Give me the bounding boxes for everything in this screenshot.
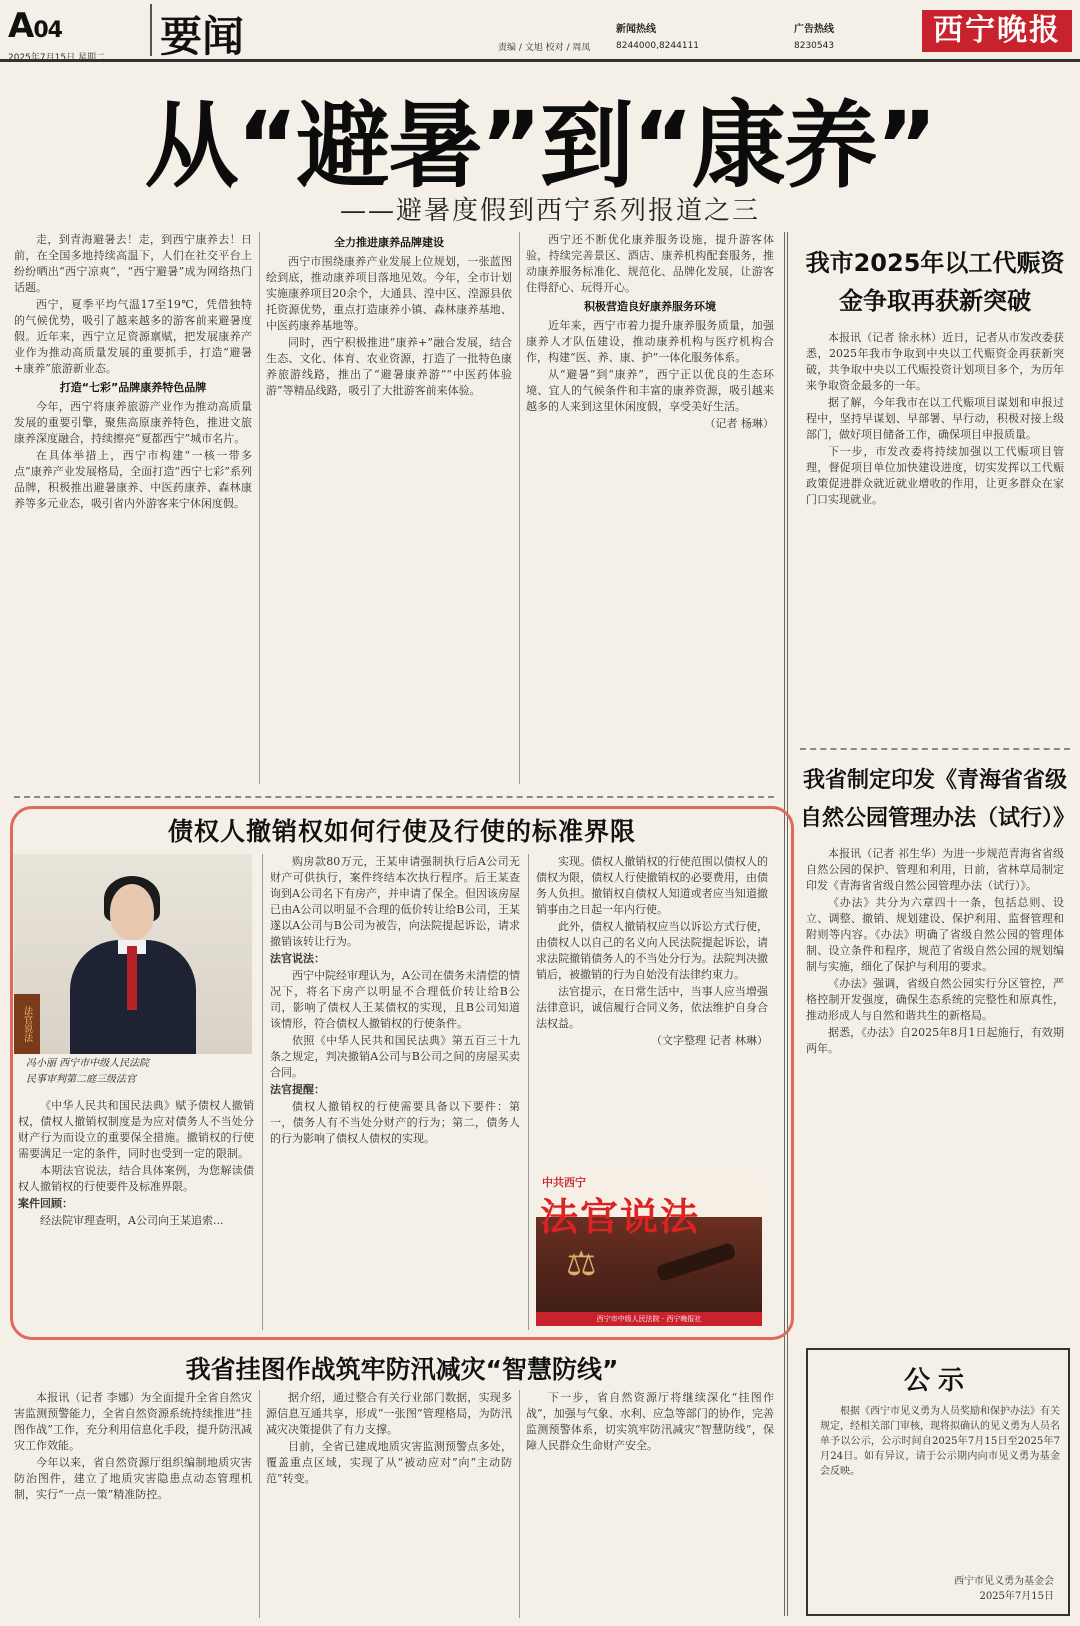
column-rule xyxy=(519,1390,520,1618)
main-story-subhead-1: 打造“七彩”品牌康养特色品牌 xyxy=(59,381,207,394)
side-story-1-body: 本报讯（记者 徐永林）近日，记者从市发改委获悉，2025年我市争取到中央以工代赈资金再获新突破，共争取中央以工代赈投资计划项目多个，为历年来争取资金最多的一年。 据了解，今年我市在以工代赈项目谋划和申报过程中，坚持早谋划、早部署、早行动，积极对接上级部门，做好项目储备工作，确保项目申报质量。 下一步，市发改委将持续加强以工代赈项目管理，督促项目单位加快建设进度，切实发挥以工代赈政策促进群众就近就业增收的作用，让更多群众在家门口实现就业。 xyxy=(806,331,1064,506)
gavel-icon xyxy=(655,1242,736,1282)
law-story-subhead: 法官提醒： xyxy=(270,1083,325,1096)
column-rule xyxy=(528,854,529,1330)
notice-signature: 西宁市见义勇为基金会 2025年7月15日 xyxy=(954,1576,1054,1602)
notice-title: 公示 xyxy=(903,1366,972,1396)
law-column-banner: 中共西宁 法官说法 ⚖ 西宁市中级人民法院 · 西宁晚报社 xyxy=(536,1170,762,1326)
main-story-column-2: 全力推进康养品牌建设 西宁市围绕康养产业发展上位规划，一张蓝图绘到底，推动康养项目落地见效。今年，全市计划实施康养项目20余个，大通县、湟中区、湟源县依托资源优势，重点打造康养小镇、森林康养基地、中医药康养基地等。 同时，西宁积极推进“康养+”融合发展，结合生态、文化、体育、农业资源，打造了一批特色康养旅游线路，推出了“避暑康养游”“中医药体验游”等精品线路，吸引了大批游客前来体验。 xyxy=(266,236,512,397)
column-rule xyxy=(262,854,263,1330)
law-story-title: 债权人撤销权如何行使及行使的标准界限 xyxy=(167,817,636,846)
side-story-2-title: 我省制定印发《青海省省级自然公园管理办法（试行）》 xyxy=(800,768,1076,831)
section-name: 要闻 xyxy=(160,12,245,61)
newspaper-logo: 西宁晚报 xyxy=(922,10,1072,52)
photo-caption: 冯小丽 西宁市中级人民法院 民事审判第二庭三级法官 xyxy=(26,1058,150,1085)
bottom-story-column-2: 据介绍，通过整合有关行业部门数据，实现多源信息互通共享，形成“一张图”管理格局，为防汛减灾决策提供了有力支撑。 目前，全省已建成地质灾害监测预警点多处，覆盖重点区域，实现了从“被动应对”向“主动防范”转变。 xyxy=(266,1391,512,1485)
law-story-subhead: 案件回顾： xyxy=(18,1197,73,1210)
scales-of-justice-icon: ⚖ xyxy=(566,1244,597,1284)
news-hotline: 新闻热线 8244000,8244111 xyxy=(616,24,700,51)
edition-date: 2025年7月15日 星期二 xyxy=(8,53,105,63)
main-story-column-3: 西宁还不断优化康养服务设施，提升游客体验，持续完善景区、酒店、康养机构配套服务，推动康养服务标准化、规范化、品牌化发展，让游客住得舒心、玩得开心。 积极营造良好康养服务环境 近年来，西宁市着力提升康养服务质量，加强康养人才队伍建设，推动康养机构与医疗机构合作，构建“医、养、康、护”一体化服务体系。 从“避暑”到“康养”，西宁正以优良的生态环境、宜人的气候条件和丰富的康养资源，吸引越来越多的人来到这里休闲度假，享受美好生活。 （记者 杨琳） xyxy=(526,233,774,430)
photo-badge: 法官说法 xyxy=(14,994,40,1054)
bottom-story-column-3: 下一步，省自然资源厅将继续深化“挂图作战”，加强与气象、水利、应急等部门的协作，完善监测预警体系，切实筑牢防汛减灾“智慧防线”，保障人民群众生命财产安全。 xyxy=(526,1391,774,1452)
masthead xyxy=(0,0,1080,62)
law-story-column-2: 购房款80万元，王某申请强制执行后A公司无财产可供执行，案件终结本次执行程序。后王某查询到A公司名下有房产，并申请了保全。但因该房屋已由A公司以明显不合理的低价转让给B公司，王某遂以A公司与B公司为被告，向法院提起诉讼，请求撤销该转让行为。 法官说法： 西宁中院经审理认为，A公司在债务未清偿的情况下，将名下房产以明显不合理低价转让给B公司，影响了债权人王某债权的实现，且B公司知道该情形，符合债权人撤销权的行使条件。 依照《中华人民共和国民法典》第五百三十九条之规定，判决撤销A公司与B公司之间的房屋买卖合同。 法官提醒： 债权人撤销权的行使需要具备以下要件：第一，债务人有不当处分财产的行为；第二，债务人的行为影响了债权人债权的实现。 xyxy=(270,855,520,1145)
main-story-subhead-3: 积极营造良好康养服务环境 xyxy=(584,300,716,313)
law-story-subhead: 法官说法： xyxy=(270,952,325,965)
bottom-story-title: 我省挂图作战筑牢防汛减灾“智慧防线” xyxy=(185,1355,619,1384)
main-story-signature: （记者 杨琳） xyxy=(704,417,774,430)
column-rule xyxy=(259,1390,260,1618)
public-notice-box xyxy=(806,1348,1070,1616)
law-story-signature: （文字整理 记者 林琳） xyxy=(651,1034,768,1047)
main-story-column-1: 走，到青海避暑去！走，到西宁康养去！日前，在全国多地持续高温下，人们在社交平台上纷纷晒出“西宁凉爽”，“西宁避暑”成为网络热门话题。 西宁，夏季平均气温17至19℃，凭借独特的气候优势，吸引了越来越多的游客前来避暑度假。近年来，西宁立足资源禀赋，把发展康养产业作为推动高质量发展的重要抓手，打造“避暑+康养”旅游新业态。 打造“七彩”品牌康养特色品牌 今年，西宁将康养旅游产业作为推动高质量发展的重要引擎，聚焦高原康养特色，推进文旅康养深度融合，持续擦亮“夏都西宁”城市名片。 在具体举措上，西宁市构建“一核一带多点”康养产业发展格局，全面打造“西宁七彩”系列品牌，积极推出避暑康养、中医药康养、森林康养等多元业态，吸引省内外游客来宁休闲度假。 xyxy=(14,233,252,510)
judge-photo xyxy=(14,854,252,1054)
law-story-column-3: 实现。债权人撤销权的行使范围以债权人的债权为限，债权人行使撤销权的必要费用，由债务人负担。撤销权自债权人知道或者应当知道撤销事由之日起一年内行使。 此外，债权人撤销权应当以诉讼方式行使，由债权人以自己的名义向人民法院提起诉讼，请求法院撤销债务人的不当处分行为。法院判决撤销后，被撤销的行为自始没有法律约束力。 法官提示，在日常生活中，当事人应当增强法律意识，诚信履行合同义务，依法维护自身合法权益。 （文字整理 记者 林琳） xyxy=(536,855,768,1047)
ad-hotline: 广告热线 8230543 xyxy=(794,24,835,51)
column-rule xyxy=(259,232,260,784)
main-subheadline: ——避暑度假到西宁系列报道之三 xyxy=(340,196,761,226)
page-number: A04 xyxy=(8,6,62,46)
section-divider-dashed xyxy=(800,748,1070,750)
column-rule xyxy=(519,232,520,784)
main-story-subhead-2: 全力推进康养品牌建设 xyxy=(334,236,444,249)
section-divider xyxy=(150,4,152,56)
bottom-story-column-1: 本报讯（记者 李娜）为全面提升全省自然灾害监测预警能力，全省自然资源系统持续推进“挂图作战”工作，充分利用信息化手段，提升防汛减灾工作效能。 今年以来，省自然资源厅组织编制地质灾害防治图件，建立了地质灾害隐患点动态管理机制，实行“一点一策”精准防控。 xyxy=(14,1391,252,1501)
editors-credit: 责编 / 文旭 校对 / 周凤 xyxy=(498,43,591,53)
side-story-1-title: 我市2025年以工代赈资金争取再获新突破 xyxy=(805,249,1065,315)
notice-body: 根据《西宁市见义勇为人员奖励和保护办法》有关规定，经相关部门审核，现将拟确认的见义勇为人员名单予以公示，公示时间自2025年7月15日至2025年7月24日。如有异议，请于公示期内向市见义勇为基金会反映。 xyxy=(820,1406,1060,1477)
section-divider-dashed xyxy=(14,796,774,798)
main-headline: 从“避暑”到“康养” xyxy=(144,92,936,201)
side-story-2-body: 本报讯（记者 祁生华）为进一步规范青海省省级自然公园的保护、管理和利用，日前，省林草局制定印发《青海省省级自然公园管理办法（试行）》。 《办法》共分为六章四十一条，包括总则、设立、调整、撤销、规划建设、保护利用、监督管理和附则等内容。《办法》明确了省级自然公园的管理体制、设立条件和程序，规范了省级自然公园的规划编制与实施，细化了保护与利用的要求。 《办法》强调，省级自然公园实行分区管控，严格控制开发强度，确保生态系统的完整性和原真性，推动形成人与自然和谐共生的新格局。 据悉，《办法》自2025年8月1日起施行，有效期两年。 xyxy=(806,847,1064,1055)
law-story-column-1: 《中华人民共和国民法典》赋予债权人撤销权，债权人撤销权制度是为应对债务人不当处分财产行为而设立的重要保全措施。撤销权的行使需要满足一定的条件，同时也受到一定的限制。 本期法官说法，结合具体案例，为您解读债权人撤销权的行使要件及标准界限。 案件回顾： 经法院审理查明，A公司向王某追索... xyxy=(18,1099,254,1227)
